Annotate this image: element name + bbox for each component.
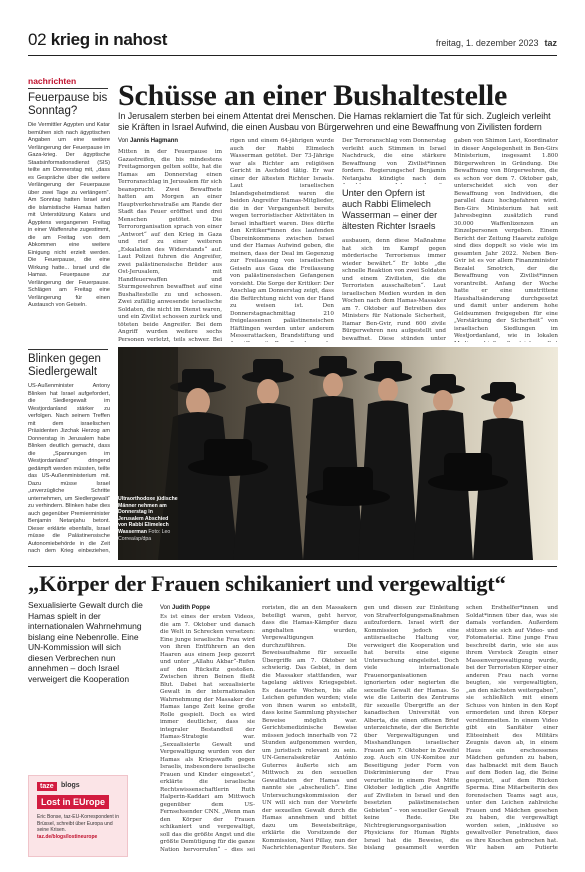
blog-title: Lost in EUrope <box>37 795 109 809</box>
blogs-label: blogs <box>61 782 80 789</box>
blog-link[interactable]: taz.de/blogs/lostineurope <box>37 833 98 840</box>
sidebar-kicker: nachrichten <box>28 76 77 86</box>
article1-column-3b: ausbauen, denn diese Maßnahme hat sich im Kampf gegen mörderische Terrorismus immer wieder bewährt.“ Er lobte „die schnelle Reaktion von zwei Soldaten und einem Zivilisten, die die Terroristen ausschalteten“. Laut israelischen Medien wurden in den Wochen nach dem Hamas-Massaker am 7. Oktober auf Betreiben des Ministers für Nationale Sicherheit, Itamar Ben-Gvir, rund 600 zivile Bürgerwehren neu aufgestellt und bewaffnet. Diese stünden unter <box>342 238 446 342</box>
article2-column-4: schen Ersthelfer*innen und Soldat*innen über das, was sie damals vorfanden. Außerdem stützen sie sich auf Video- und Fotomaterial. Eine junge Frau beschreibt darin, wie sie aus ihrem Versteck Zeugin einer Massenvergewaltigung wurde, bei der Terroristen Körper einer anderen Frau nach vorne beugten, sie vergewaltigten, „an den nächsten weitergaben“, sie schließlich mit einem Schuss von hinten in den Kopf ermordeten und ihren Körper verstümmelten. In einem Video gibt ein Sanitäter einer Eliteeinheit des Militärs Zeugnis davon ab, in einem Haus ein erschossenes Mädchen gefunden zu haben, das halbnackt mit dem Bauch auf dem Boden lag, die Beine gespreizt, auf dem Rücken Sperma. Eine Mitarbeiterin des forensischen Teams sagt aus, unter den Leichen zahlreiche Frauen und Mädchen gesehen zu haben, die vergewaltigt worden seien, „inklusive so gewaltvoller Penetration, dass es ihre Knochen gebrochen hat. Wir haben am Putierte <box>466 605 558 851</box>
sidebar-item2-text: US-Außenminister Antony Blinken hat Israel aufgefordert, die Siedlergewalt im Westjordanland stärker zu verfolgen. Nach seinem Treffen mit dem israelischen Präsidenten Jizchak Herzog am Donnerstag in Jerusalem habe Blinken deutlich gemacht, dass die „Spannungen im Westjordanland“ dringend gedämpft werden müssten, teilte das US-Außenministerium mit. Dazu müsse Israel „unverzügliche Schritte unternehmen, um Siedlergewalt“ zu verhindern. Blinken habe dies auch gegenüber Premierminister Benjamin Netanjahu betont. Dieser erklärte ebenfalls, Israel müsse die Palästinensische Autonomiebehörde in die Zeit nach dem Krieg einbeziehen, <box>28 383 110 554</box>
blog-description <box>37 814 121 840</box>
article1-column-1: Mitten in der Feuerpause im Gazastreifen, die bis mindestens Freitagmorgen gelten sollte, hat die Hamas am Donnerstag einen Terroranschlag in Jerusalem für sich beansprucht. Zwei Bewaffnete hatten am Morgen an einer Hauptverkehrsstraße am Rande der Stadt das Feuer eröffnet und drei Menschen getötet. Die Terrororganisation sprach von einer „Antwort“ auf den Krieg in Gaza und rief zu einer weiteren „Eskalation des Widerstands“ auf. Laut Polizei fuhren die Angreifer, zwei palästinensische Brüder aus Ost-Jerusalem, mit Handfeuerwaffen und Sturmgewehren bewaffnet auf eine Bushaltestelle zu und schossen. Zwei zufällig anwesende israelische Soldaten, die nicht im Dienst waren, und ein Zivilist schossen zurück und töteten beide Angreifer. Bei dem Angriff wurden weitere sechs Personen verletzt, teils schwer. Bei <box>118 149 222 342</box>
author-name: Judith Poppe <box>172 605 211 611</box>
article2-rule <box>28 566 557 567</box>
sidebar-item1-text: Die Vermittler Ägypten und Katar bemühen sich nach ägyptischen Angaben um eine weitere Verlängerung der Feuerpause im Gaza-krieg. Der ägyptische Staatsinformationsdienst (SIS) teilte am Donnerstag mit, „dass es Gespräche über die weitere Verlängerung der Feuerpause über zwei Tage zu verlängern“. Am Sonntag hatten Israel und die islamistische Hamas hatten mit Unterstützung Katars und Ägyptens vergangenen Freitag in einer Waffenruhe zugestimmt, die am Freitag von dem Abkommen eine weitere Einigung nicht erzielt werden. Die Feuerpause, die eine Wirkung hatte... Israel und die Hamas. Feuerpause zur Verlängerung der Feuerpause. Schlägen am Freitag eine Verlängerung für einen Austausch von Geiseln. <box>28 122 110 308</box>
article2-column-2: roristen, die an den Massakern beteiligt waren, geht hervor, dass die Hamas-Kämpfer dazu angehalten wurden, Vergewaltigungen durchzuführen. Die Beweisaufnahme für sexuelle Übergriffe am 7. Oktober ist schwierig. Das Gebiet, in dem die Massaker stattfanden, war tagelang aktives Kriegsgebiet. Es dauerte Wochen, bis alle Leichen gefunden wurden; viele von ihnen waren so entstellt, dass keine Sammlung physischer Beweise möglich war. Gerichtsmedizinische Beweise müssen jedoch innerhalb von 72 Stunden aufgenommen werden, um juristisch relevant zu sein. UN-Generalsekretär António Guterres äußerte sich am Mittwoch zu den sexuellen Gewalttaten der Hamas und nannte sie „abscheulich“. Eine Untersuchungskommission der UN will sich nun der Vorwürfe der sexuellen Gewalt durch die Hamas annehmen und bittet dazu um Beweisbeiträge, erklärte die Vorsitzende der Kommission, Navi Pillay, nun der Nachrichtenagentur Reuters. Sie <box>262 605 357 851</box>
taz-logo: taze <box>37 782 57 791</box>
news-photo <box>118 347 558 560</box>
article1-byline <box>118 138 178 144</box>
article1-pull-quote: Unter den Opfern ist auch Rabbi Elimelech Wasserman – einer der ältesten Richter Israels <box>342 188 438 231</box>
article2-column-3: gen und diesen zur Einleitung von Strafverfolgungsmaßnahmen aufzufordern. Israel wirft der Kommission jedoch eine antiisraelische Haltung vor, verweigert die Kooperation und hat bereits eine eigene Untersuchung eingeleitet. Doch viele internationale Frauenorganisationen ignorierten oder negierten die sexuelle Gewalt der Hamas. So wie die Leiterin des Zentrums für sexuelle Übergriffe an der kanadischen Universität von Alberta, die einen offenen Brief unterzeichnete, der die Berichte über Vergewaltigungen und Misshandlungen israelischer Frauen am 7. Oktober in Zweifel zog. Auch ein UN-Komitee zur Beseitigung jeder Form von Diskriminierung der Frau verurteilte in einem Post Mitte Oktober lediglich „die Angriffe auf Zivilisten in Israel und den besetzten palästinensischen Gebieten“ – von sexueller Gewalt keine Rede. Die Nichtregierungsorganisation Physicians for Human Rights Israel hat die Beweise, die bislang gesammelt werden <box>364 605 459 851</box>
photo-credit: Foto: Leo Correa/ap/dpa <box>118 528 171 542</box>
issue-date: freitag, 1. dezember 2023 <box>435 38 539 48</box>
sidebar-item2-title: Blinken gegen Siedlergewalt <box>28 353 101 378</box>
article1-column-3a: Der Terroranschlag vom Donnerstag verleiht auch Stimmen in Israel Nachdruck, die eine stärkere Bewaffnung von Zivilist*innen fordern. Regierungschef Benjamin Netanjahu kündigte nach dem <box>342 138 446 182</box>
article2-byline <box>160 605 210 611</box>
header-rule <box>28 55 557 56</box>
caption-text: Ultraorthodoxe jüdische Männer nehmen am Donnerstag in Jerusalem Abschied von Rabbi Elimelech Wasserman <box>118 496 178 535</box>
photo-illustration <box>118 347 558 560</box>
byline-prefix: Von <box>118 138 129 144</box>
article2-headline: „Körper der Frauen schikaniert und vergewaltigt“ <box>28 571 506 596</box>
sidebar-rule <box>28 88 108 89</box>
byline-prefix: Von <box>160 605 171 611</box>
date-bar <box>436 38 557 48</box>
taz-logo: taz <box>544 38 557 48</box>
article1-teaser: In Jerusalem sterben bei einem Attentat drei Menschen. Die Hamas reklamiert die Tat für sich. Zugleich verleiht sie Kräften in Israel Aufwind, die einen Ausbau von Bürgerwehren und eine Bewaffnung von Zivilisten fordern <box>118 111 551 132</box>
blog-text: Eric Bonse, taz-EU-Korrespondent in Brüssel, schreibt über Europa und seine Krisen. <box>37 814 119 833</box>
sidebar-rule-2 <box>28 349 108 350</box>
page-number: 02 <box>28 30 47 49</box>
article1-column-2: rigen und einem 64-jährigen wurde auch der Rabbi Elimelech Wasserman getötet. Der 73-Jährige war als Richter am religiösen Gericht in Aschdod tätig. Er war einer der ältesten Richter Israels. Laut israelischen Inlandsgeheimdienst waren die beiden Angreifer Hamas-Mitglieder, die in der Vergangenheit bereits wegen terroristischer Aktivitäten in Israel inhaftiert waren. Dies dürfte den Kritiker*innen des laufenden Übereinkommens zwischen Israel und der Hamas Aufwind geben, die meinen, dass der Deal im Gegenzug zur Freilassung von israelischen Geiseln aus Gaza die Freilassung von palästinensischen Gefangenen vorsieht. Die Sorge der Kritiker: Der Anschlag am Donnerstag zeigt, dass die Befürchtung nicht von der Hand zu weisen ist. Den Donnerstagnachmittag 210 freigelassenen palästinensischen Häftlingen werden unter anderem Messerattacken, Brandstiftung und <box>230 138 334 339</box>
photo-caption <box>118 496 178 542</box>
author-name: Jannis Hagmann <box>130 138 179 144</box>
section-title: krieg in nahost <box>50 30 168 49</box>
sidebar-item1-title: Feuerpause bis Sonntag? <box>28 92 108 117</box>
page-header-section <box>28 30 167 50</box>
article2-teaser: Sexualisierte Gewalt durch die Hamas spielt in der internationalen Wahrnehmung bislang eine Nebenrolle. Eine UN-Kommission will sich diesen Verbrechen nun annehmen – doch Israel verweigert die Kooperation <box>28 600 143 684</box>
article1-headline: Schüsse an einer Bushaltestelle <box>118 79 508 112</box>
article1-column-4: gaben von Shimon Lavi, Koordinator in dieser Angelegenheit in Ben-Girs Ministerium, insgesamt 1.800 Bürgerwehren in Gründung. Die Bewaffnung von Bürgerwehren, die es schon vor dem 7. Oktober gab, unterscheidet sich von der Bewaffnung von Individuen, die parallel dazu hochgefahren wird. Ben-Girs Ministerium hat seit Jahresbeginn zusätzlich rund 30.000 Waffenlizenzen an Einzelpersonen vergeben. Einem Bericht der Zeitung Haaretz zufolge sind dies doppelt so viele wie im gesamten Jahr 2022. Neben Ben-Gvir ist es vor allem Finanzminister Bezalel Smotrich, der die Bewaffnung von Zivilist*innen vorantreibt. Anfang der Woche hatte er eine umstrittene Haushaltsänderung durchgesetzt und damit unter anderem hohe Geldsummen freigegeben für eine „Verstärkung der Sicherheit“ von israelischen Siedlungen im Westjordanland, wie in lokalen <box>454 138 558 339</box>
taz-blogs-ad[interactable] <box>28 775 128 857</box>
article2-column-1: Es ist eines der ersten Videos, die am 7. Oktober und danach die Welt in Schrecken versetzen: Eine junge israelische Frau wird von ihren Entführern an den Haaren aus einem Jeep gezerrt und unter „Allahu Akbar“-Rufen auf den Rücksitz gestoßen. Zwischen ihren Beinen fließt Blut. Dabei hat sexualisierte Gewalt in der internationalen Wahrnehmung der Massaker der Hamas lange Zeit keine große Rolle gespielt. Doch es wird immer deutlicher, dass sie integraler Bestandteil der Hamas-Strategie war. „Sexualisierte Gewalt und Vergewaltigung wurden von der Hamas als Kriegswaffe gegen Israelis, insbesondere israelische Frauen und Kinder eingesetzt“, erklärte die israelische Rechtswissenschaftlerin Ruth Halperin-Kaddari am Mittwoch gegenüber dem US-Fernsehsender CNN. „Wenn man den Körper der Frauen schikaniert und vergewaltigt, soll das die größte Angst und die größte Demütigung für die ganze Nation hervorrufen“ – dies sei <box>160 614 255 852</box>
